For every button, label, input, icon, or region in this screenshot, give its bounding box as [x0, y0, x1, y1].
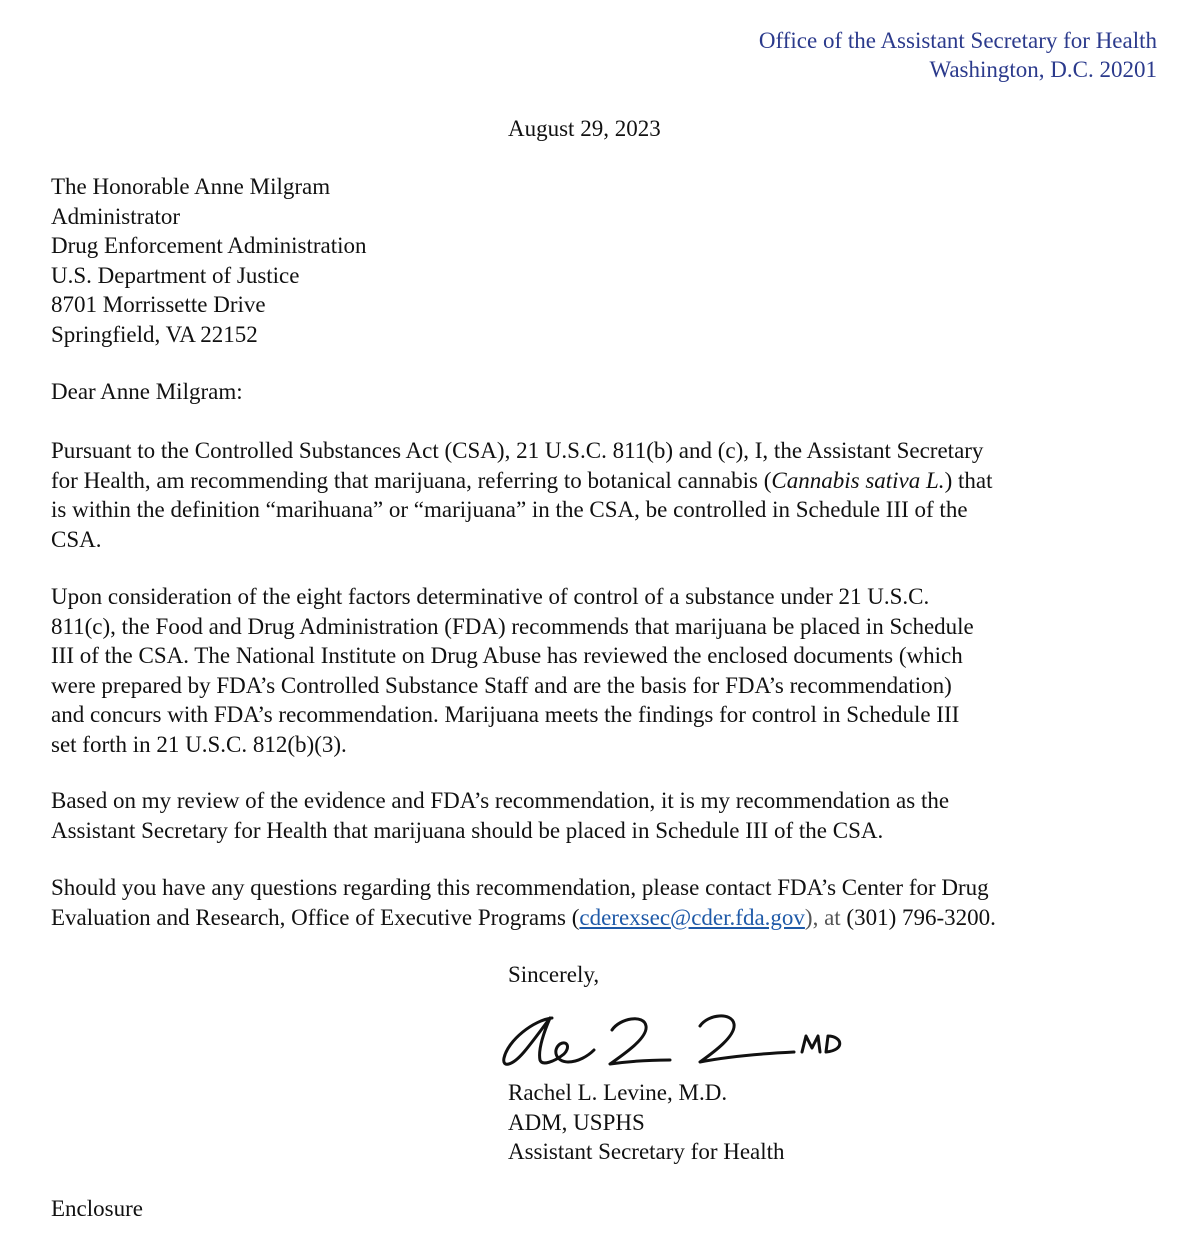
- paragraph-line: Pursuant to the Controlled Substances Act (CSA), 21 U.S.C. 811(b) and (c), I, the Assistant Secretary: [51, 438, 984, 463]
- letterhead-office: Office of the Assistant Secretary for Health: [758, 28, 1157, 53]
- letterhead-city: Washington, D.C. 20201: [929, 57, 1157, 82]
- paragraph-fda-findings: [51, 582, 1101, 759]
- recipient-city: Springfield, VA 22152: [51, 321, 258, 347]
- text-run: ) that: [944, 467, 993, 493]
- paragraph-line: is within the definition “marihuana” or “marijuana” in the CSA, be controlled in Schedule III of the: [51, 497, 968, 522]
- text-run: for Health, am recommending that marijuana, referring to botanical cannabis (: [51, 467, 772, 493]
- svg-text:RLL MD: RLL MD: [494, 1000, 498, 1001]
- closing-sincerely: Sincerely,: [508, 962, 600, 987]
- recipient-address: [51, 172, 367, 349]
- text-run: ), at: [804, 904, 847, 930]
- email-link[interactable]: cderexsec@cder.fda.gov: [579, 904, 805, 930]
- signer-block: [508, 1078, 785, 1167]
- letter-date: August 29, 2023: [508, 116, 661, 141]
- paragraph-line: set forth in 21 U.S.C. 812(b)(3).: [51, 731, 347, 757]
- phone-number: (301) 796-3200.: [846, 904, 996, 930]
- recipient-department: U.S. Department of Justice: [51, 262, 300, 288]
- recipient-name: The Honorable Anne Milgram: [51, 174, 331, 199]
- signer-title: Assistant Secretary for Health: [508, 1139, 785, 1164]
- text-run: Evaluation and Research, Office of Executive Programs (: [51, 904, 580, 930]
- paragraph-contact: [51, 873, 1101, 932]
- paragraph-line: 811(c), the Food and Drug Administration (FDA) recommends that marijuana be placed in Schedule: [51, 613, 974, 639]
- paragraph-line: [51, 903, 1101, 933]
- paragraph-line: CSA.: [51, 526, 102, 552]
- signer-name: Rachel L. Levine, M.D.: [508, 1080, 728, 1105]
- paragraph-line: Should you have any questions regarding this recommendation, please contact FDA’s Center for Drug: [51, 875, 989, 900]
- paragraph-line: III of the CSA. The National Institute on Drug Abuse has reviewed the enclosed documents (which: [51, 643, 963, 668]
- paragraph-line: were prepared by FDA’s Controlled Substance Staff and are the basis for FDA’s recommendation): [51, 672, 952, 698]
- species-name: Cannabis sativa L.: [771, 467, 945, 493]
- paragraph-recommendation: [51, 436, 1101, 554]
- paragraph-line: Based on my review of the evidence and FDA’s recommendation, it is my recommendation as the: [51, 788, 950, 813]
- letterhead: [759, 26, 1157, 84]
- paragraph-conclusion: [51, 786, 1101, 845]
- recipient-street: 8701 Morrissette Drive: [51, 292, 266, 317]
- paragraph-line: Assistant Secretary for Health that marijuana should be placed in Schedule III of the CSA.: [51, 817, 884, 843]
- recipient-title: Administrator: [51, 203, 181, 229]
- signer-rank: ADM, USPHS: [508, 1109, 645, 1135]
- enclosure-note: Enclosure: [51, 1196, 143, 1221]
- paragraph-line: [51, 466, 1101, 496]
- salutation: Dear Anne Milgram:: [51, 379, 243, 404]
- paragraph-line: Upon consideration of the eight factors determinative of control of a substance under 21 U.S.C.: [51, 584, 930, 609]
- handwritten-signature: [494, 1000, 864, 1080]
- paragraph-line: and concurs with FDA’s recommendation. Marijuana meets the findings for control in Schedule III: [51, 702, 960, 727]
- recipient-agency: Drug Enforcement Administration: [51, 233, 367, 258]
